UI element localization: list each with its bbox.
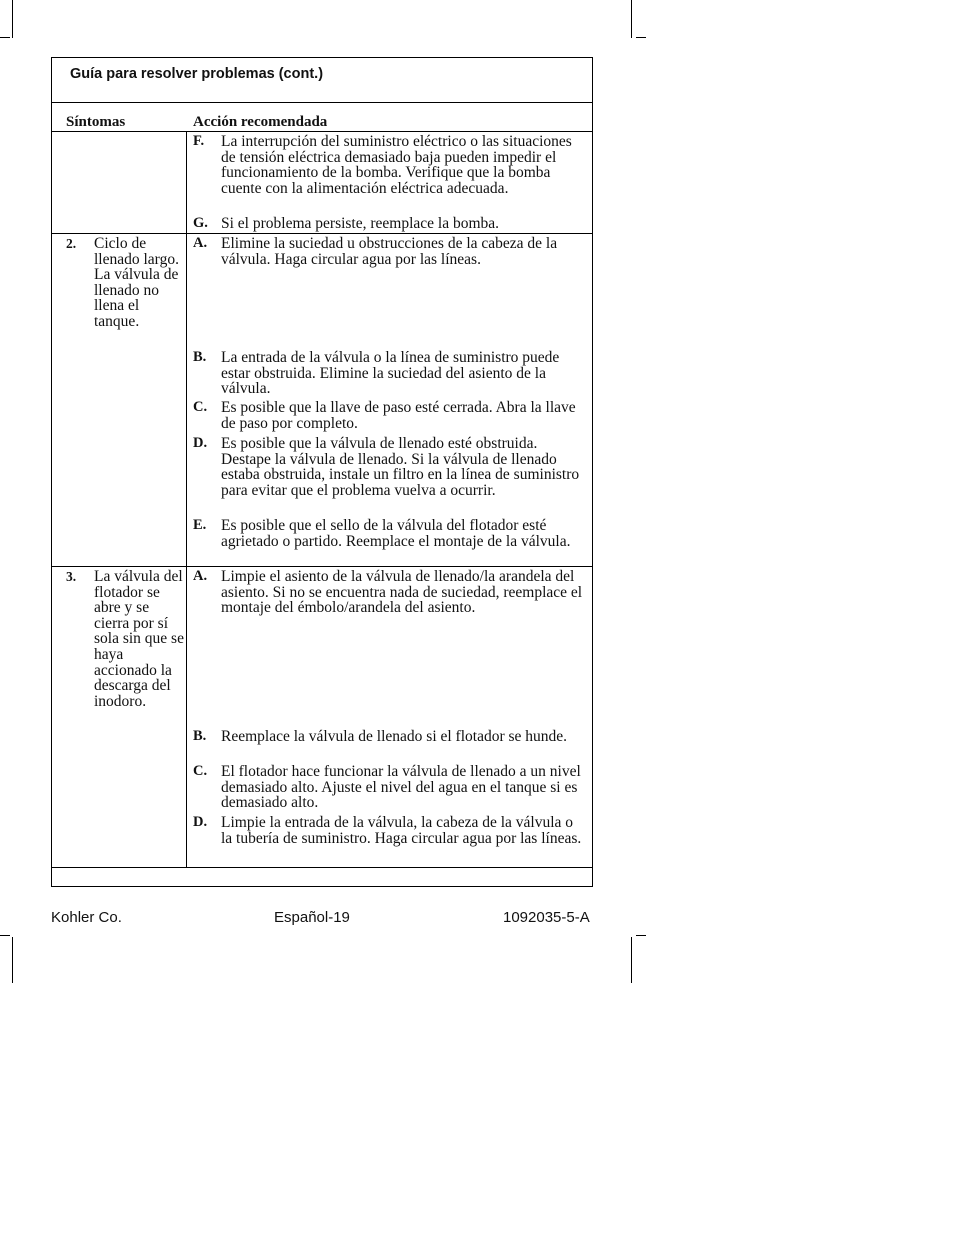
symptom-number: 2. [66, 236, 77, 251]
crop-mark [636, 935, 646, 936]
action-text: La entrada de la válvula o la línea de suministro puede estar obstruida. Elimine la suciedad del asiento de la válvula. [221, 349, 560, 398]
column-divider [186, 131, 187, 867]
crop-mark [631, 0, 632, 38]
crop-mark [12, 0, 13, 38]
crop-mark [0, 935, 10, 936]
action-letter: A. [193, 568, 208, 584]
divider [51, 233, 593, 234]
action-letter: C. [193, 763, 208, 779]
action-letter: D. [193, 435, 208, 451]
crop-mark [636, 37, 646, 38]
action-text: La interrupción del suministro eléctrico o las situaciones de tensión eléctrica demasiado baja pueden impedir el funcionamiento de la bomba. Verifique que la bomba cuente con la alimentación eléctrica adecuada. [221, 133, 572, 197]
action-letter: B. [193, 728, 207, 744]
footer-document-code: 1092035-5-A [503, 909, 590, 926]
divider [51, 867, 593, 868]
action-text: Si el problema persiste, reemplace la bomba. [221, 215, 500, 232]
action-text: Es posible que la llave de paso esté cerrada. Abra la llave de paso por completo. [221, 399, 576, 432]
footer-company: Kohler Co. [51, 909, 122, 926]
column-header-action: Acción recomendada [193, 114, 328, 130]
footer-page-number: Español-19 [274, 909, 350, 926]
symptom-text: La válvula del flotador se abre y se cierra por sí sola sin que se haya accionado la descarga del inodoro. [94, 568, 184, 710]
crop-mark [12, 937, 13, 983]
action-text: Reemplace la válvula de llenado si el flotador se hunde. [221, 728, 568, 745]
action-text: Es posible que el sello de la válvula del flotador esté agrietado o partido. Reemplace el montaje de la válvula. [221, 517, 571, 550]
action-text: Es posible que la válvula de llenado esté obstruida. Destape la válvula de llenado. Si la válvula de llenado estaba obstruida, instale un filtro en la línea de suministro para evitar que el problema vuelva a ocurrir. [221, 435, 580, 499]
crop-mark [0, 37, 10, 38]
action-letter: F. [193, 133, 205, 149]
action-text: Limpie la entrada de la válvula, la cabeza de la válvula o la tubería de suministro. Haga circular agua por las líneas. [221, 814, 582, 847]
action-letter: B. [193, 349, 207, 365]
action-letter: G. [193, 215, 208, 231]
divider [51, 131, 593, 132]
page-title: Guía para resolver problemas (cont.) [70, 66, 324, 82]
action-text: Elimine la suciedad u obstrucciones de la cabeza de la válvula. Haga circular agua por las líneas. [221, 235, 558, 268]
action-letter: A. [193, 235, 208, 251]
action-letter: E. [193, 517, 207, 533]
action-letter: C. [193, 399, 208, 415]
divider [51, 566, 593, 567]
action-text: Limpie el asiento de la válvula de llenado/la arandela del asiento. Si no se encuentra nada de suciedad, reemplace el montaje del émbolo/arandela del asiento. [221, 568, 583, 617]
symptom-text: Ciclo de llenado largo. La válvula de llenado no llena el tanque. [94, 235, 179, 330]
crop-mark [631, 937, 632, 983]
action-text: El flotador hace funcionar la válvula de llenado a un nivel demasiado alto. Ajuste el nivel del agua en el tanque si es demasiado alto. [221, 763, 581, 812]
divider [51, 102, 593, 103]
action-letter: D. [193, 814, 208, 830]
symptom-number: 3. [66, 569, 77, 584]
column-header-symptoms: Síntomas [66, 114, 126, 130]
